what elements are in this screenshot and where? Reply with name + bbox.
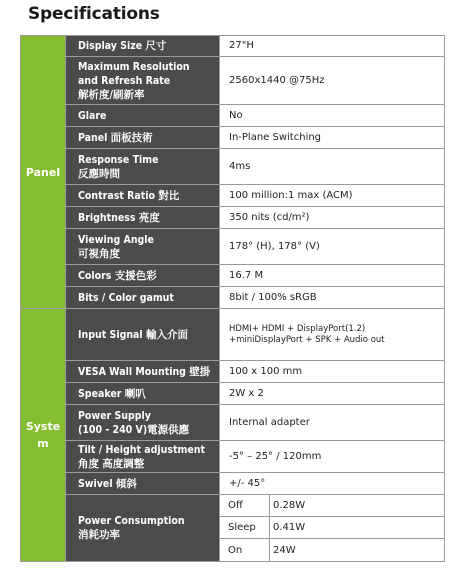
row-label: Response Time 反應時間 xyxy=(66,149,220,185)
row-label: VESA Wall Mounting 壁掛 xyxy=(66,361,220,383)
row-value: +/- 45° xyxy=(220,473,445,495)
row-label: Maximum Resolution and Refresh Rate 解析度/刷新率 xyxy=(66,57,220,105)
table-row xyxy=(21,185,445,207)
row-label: Input Signal 輸入介面 xyxy=(66,309,220,361)
row-label: Swivel 傾斜 xyxy=(66,473,220,495)
row-value: 178° (H), 178° (V) xyxy=(220,229,445,265)
table-row xyxy=(21,57,445,105)
row-value: 16.7 M xyxy=(220,265,445,287)
row-label: Bits / Color gamut xyxy=(66,287,220,309)
row-value: 4ms xyxy=(220,149,445,185)
row-label: Panel 面板技術 xyxy=(66,127,220,149)
row-value: 27"H xyxy=(220,36,445,57)
row-label: Tilt / Height adjustment 角度 高度調整 xyxy=(66,441,220,473)
row-label: Viewing Angle 可視角度 xyxy=(66,229,220,265)
row-label: Glare xyxy=(66,105,220,127)
page-title: Specifications xyxy=(28,4,160,24)
table-row xyxy=(21,361,445,383)
row-label: Power Supply (100 - 240 V)電源供應 xyxy=(66,405,220,441)
row-label: Display Size 尺寸 xyxy=(66,36,220,57)
table-row xyxy=(21,441,445,473)
row-value: No xyxy=(220,105,445,127)
table-row xyxy=(21,495,445,517)
table-row xyxy=(21,229,445,265)
power-on-value: 24W xyxy=(270,539,445,562)
group-panel: Panel xyxy=(21,36,66,309)
row-value: In-Plane Switching xyxy=(220,127,445,149)
table-row xyxy=(21,127,445,149)
row-label: Speaker 喇叭 xyxy=(66,383,220,405)
table-row xyxy=(21,309,445,361)
power-off-label: Off xyxy=(220,495,270,517)
row-value: 2560x1440 @75Hz xyxy=(220,57,445,105)
row-label: Brightness 亮度 xyxy=(66,207,220,229)
power-sleep-value: 0.41W xyxy=(270,517,445,539)
row-value: Internal adapter xyxy=(220,405,445,441)
table-row xyxy=(21,207,445,229)
table-row xyxy=(21,287,445,309)
table-row xyxy=(21,405,445,441)
table-row xyxy=(21,149,445,185)
row-value: -5° – 25° / 120mm xyxy=(220,441,445,473)
row-value: 8bit / 100% sRGB xyxy=(220,287,445,309)
row-value: 100 million:1 max (ACM) xyxy=(220,185,445,207)
row-label: Contrast Ratio 對比 xyxy=(66,185,220,207)
power-off-value: 0.28W xyxy=(270,495,445,517)
row-value: 100 x 100 mm xyxy=(220,361,445,383)
table-row xyxy=(21,473,445,495)
table-row xyxy=(21,265,445,287)
table-row xyxy=(21,36,445,57)
row-value: HDMI+ HDMI + DisplayPort(1.2) +miniDisplayPort + SPK + Audio out xyxy=(220,309,445,361)
row-label: Colors 支援色彩 xyxy=(66,265,220,287)
row-value: 2W x 2 xyxy=(220,383,445,405)
table-row xyxy=(21,105,445,127)
table-row xyxy=(21,383,445,405)
group-system: System xyxy=(21,309,66,562)
row-value: 350 nits (cd/m²) xyxy=(220,207,445,229)
spec-table xyxy=(20,35,445,562)
row-label: Power Consumption 消耗功率 xyxy=(66,495,220,562)
power-sleep-label: Sleep xyxy=(220,517,270,539)
power-on-label: On xyxy=(220,539,270,562)
